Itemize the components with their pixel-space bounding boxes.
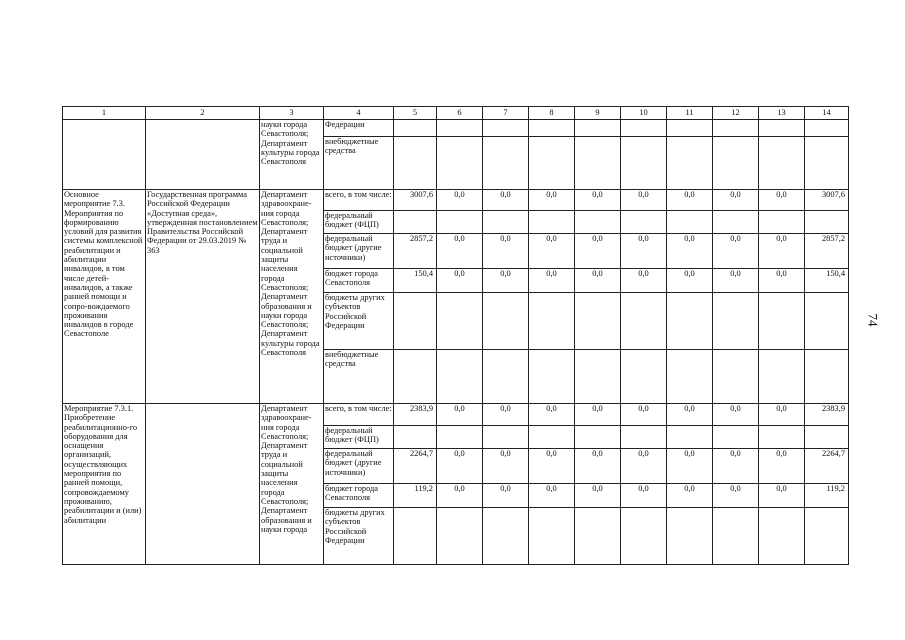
value-cell (437, 350, 483, 404)
value-cell: 0,0 (713, 484, 759, 508)
value-cell (759, 120, 805, 137)
name-cell (63, 120, 146, 190)
executor-cell: Департамент здравоохране-ния города Севастополя; Департамент труда и социальной защиты населения города Севастополя; Департамент образования и науки города Севастополя; Департамент культуры города Севастополя (260, 190, 324, 404)
value-cell (667, 426, 713, 449)
value-cell: 0,0 (759, 404, 805, 426)
value-cell: 0,0 (759, 269, 805, 293)
value-cell: 0,0 (483, 269, 529, 293)
value-cell: 0,0 (529, 269, 575, 293)
value-cell (529, 120, 575, 137)
value-cell: 0,0 (713, 449, 759, 484)
value-cell: 2383,9 (805, 404, 849, 426)
funding-source-cell: бюджет города Севастополя (324, 269, 394, 293)
value-cell (529, 426, 575, 449)
column-header: 5 (394, 107, 437, 120)
column-header: 10 (621, 107, 667, 120)
value-cell (805, 137, 849, 190)
table-row (63, 190, 849, 211)
value-cell (575, 426, 621, 449)
value-cell: 0,0 (483, 484, 529, 508)
executor-cell: Департамент здравоохране-ния города Севастополя; Департамент труда и социальной защиты населения города Севастополя; Департамент образования и науки города (260, 404, 324, 565)
value-cell (759, 293, 805, 350)
value-cell (483, 426, 529, 449)
value-cell: 0,0 (437, 449, 483, 484)
column-header: 6 (437, 107, 483, 120)
value-cell (394, 120, 437, 137)
value-cell (483, 350, 529, 404)
value-cell (713, 350, 759, 404)
value-cell (621, 293, 667, 350)
column-header: 11 (667, 107, 713, 120)
value-cell (759, 137, 805, 190)
value-cell (621, 508, 667, 565)
value-cell (437, 120, 483, 137)
value-cell: 0,0 (437, 234, 483, 269)
funding-source-cell: Федерации (324, 120, 394, 137)
value-cell (483, 120, 529, 137)
value-cell (667, 120, 713, 137)
value-cell: 0,0 (483, 404, 529, 426)
table-row (63, 120, 849, 137)
value-cell (805, 293, 849, 350)
funding-source-cell: федеральный бюджет (ФЦП) (324, 426, 394, 449)
value-cell: 0,0 (621, 190, 667, 211)
value-cell: 0,0 (713, 190, 759, 211)
value-cell (483, 137, 529, 190)
column-header: 4 (324, 107, 394, 120)
value-cell: 0,0 (575, 269, 621, 293)
value-cell (713, 120, 759, 137)
value-cell (667, 211, 713, 234)
value-cell (437, 293, 483, 350)
value-cell (621, 120, 667, 137)
funding-source-cell: бюджет города Севастополя (324, 484, 394, 508)
value-cell (575, 508, 621, 565)
value-cell (437, 426, 483, 449)
value-cell (529, 508, 575, 565)
budget-table (62, 106, 849, 565)
value-cell: 2264,7 (394, 449, 437, 484)
value-cell: 0,0 (529, 484, 575, 508)
table-row (63, 404, 849, 426)
value-cell (759, 508, 805, 565)
funding-source-cell: внебюджетные средства (324, 350, 394, 404)
value-cell (437, 137, 483, 190)
value-cell (394, 137, 437, 190)
value-cell (575, 211, 621, 234)
value-cell (805, 120, 849, 137)
value-cell (759, 211, 805, 234)
activity-name-cell: Основное мероприятие 7.3. Мероприятия по формированию условий для развития системы комплексной реабилитации и абилитации инвалидов, в том числе детей-инвалидов, а также ранней помощи и сопро-вождаемого проживания инвалидов в городе Севастополе (63, 190, 146, 404)
value-cell (759, 350, 805, 404)
value-cell: 0,0 (713, 234, 759, 269)
value-cell (667, 508, 713, 565)
value-cell: 0,0 (529, 234, 575, 269)
value-cell: 0,0 (529, 190, 575, 211)
value-cell: 0,0 (483, 234, 529, 269)
value-cell: 0,0 (621, 404, 667, 426)
value-cell: 0,0 (759, 234, 805, 269)
executor-cell: науки города Севастополя; Департамент культуры города Севастополя (260, 120, 324, 190)
value-cell (529, 350, 575, 404)
value-cell (805, 426, 849, 449)
value-cell: 2264,7 (805, 449, 849, 484)
funding-source-cell: федеральный бюджет (ФЦП) (324, 211, 394, 234)
program-cell (146, 120, 260, 190)
value-cell (394, 508, 437, 565)
value-cell (575, 293, 621, 350)
column-header: 2 (146, 107, 260, 120)
value-cell (621, 350, 667, 404)
funding-source-cell: всего, в том числе: (324, 404, 394, 426)
value-cell: 0,0 (575, 234, 621, 269)
value-cell (713, 293, 759, 350)
value-cell: 150,4 (394, 269, 437, 293)
value-cell: 119,2 (805, 484, 849, 508)
value-cell (667, 350, 713, 404)
value-cell: 0,0 (483, 190, 529, 211)
value-cell (529, 137, 575, 190)
value-cell (621, 211, 667, 234)
value-cell: 119,2 (394, 484, 437, 508)
program-cell (146, 404, 260, 565)
value-cell: 0,0 (575, 449, 621, 484)
program-cell: Государственная программа Российской Федерации «Доступная среда», утвержденная постановлением Правительства Российской Федерации от 29.03.2019 № 363 (146, 190, 260, 404)
value-cell: 0,0 (437, 269, 483, 293)
column-header: 7 (483, 107, 529, 120)
value-cell (667, 293, 713, 350)
value-cell: 0,0 (575, 190, 621, 211)
value-cell: 0,0 (437, 404, 483, 426)
value-cell (394, 426, 437, 449)
value-cell: 2857,2 (805, 234, 849, 269)
column-header: 1 (63, 107, 146, 120)
value-cell (621, 137, 667, 190)
column-header: 3 (260, 107, 324, 120)
funding-source-cell: внебюджетные средства (324, 137, 394, 190)
value-cell: 0,0 (575, 404, 621, 426)
value-cell: 0,0 (759, 484, 805, 508)
value-cell: 0,0 (529, 404, 575, 426)
value-cell: 0,0 (713, 269, 759, 293)
value-cell (394, 293, 437, 350)
value-cell (713, 426, 759, 449)
value-cell (575, 120, 621, 137)
funding-source-cell: всего, в том числе: (324, 190, 394, 211)
value-cell (575, 137, 621, 190)
value-cell (713, 211, 759, 234)
value-cell: 2857,2 (394, 234, 437, 269)
value-cell (713, 508, 759, 565)
funding-source-cell: федеральный бюджет (другие источники) (324, 449, 394, 484)
value-cell: 3007,6 (805, 190, 849, 211)
value-cell (437, 211, 483, 234)
value-cell: 0,0 (575, 484, 621, 508)
value-cell (575, 350, 621, 404)
value-cell (394, 350, 437, 404)
column-header: 8 (529, 107, 575, 120)
value-cell (805, 211, 849, 234)
value-cell (483, 508, 529, 565)
value-cell: 2383,9 (394, 404, 437, 426)
value-cell: 0,0 (759, 449, 805, 484)
value-cell (529, 211, 575, 234)
value-cell (805, 508, 849, 565)
value-cell: 0,0 (667, 234, 713, 269)
value-cell: 0,0 (713, 404, 759, 426)
value-cell (394, 211, 437, 234)
value-cell: 0,0 (437, 190, 483, 211)
value-cell (713, 137, 759, 190)
value-cell: 0,0 (621, 449, 667, 484)
value-cell: 0,0 (759, 190, 805, 211)
column-header: 12 (713, 107, 759, 120)
value-cell (483, 211, 529, 234)
value-cell (805, 350, 849, 404)
value-cell: 0,0 (667, 190, 713, 211)
value-cell: 0,0 (529, 449, 575, 484)
value-cell (759, 426, 805, 449)
column-header: 14 (805, 107, 849, 120)
value-cell (483, 293, 529, 350)
value-cell: 0,0 (667, 269, 713, 293)
value-cell: 0,0 (483, 449, 529, 484)
value-cell (437, 508, 483, 565)
value-cell: 0,0 (621, 269, 667, 293)
value-cell: 0,0 (621, 484, 667, 508)
value-cell: 0,0 (621, 234, 667, 269)
value-cell: 0,0 (667, 484, 713, 508)
value-cell: 150,4 (805, 269, 849, 293)
activity-name-cell: Мероприятие 7.3.1. Приобретение реабилитационно-го оборудования для оснащения организаций, осуществляющих мероприятия по ранней помощи, сопровождаемому проживанию, реабилитации и (или) абилитации (63, 404, 146, 565)
column-header: 9 (575, 107, 621, 120)
value-cell (621, 426, 667, 449)
funding-source-cell: бюджеты других субъектов Российской Федерации (324, 508, 394, 565)
header-row (63, 107, 849, 120)
page-number: 74 (865, 313, 881, 327)
value-cell: 3007,6 (394, 190, 437, 211)
value-cell (529, 293, 575, 350)
value-cell: 0,0 (437, 484, 483, 508)
funding-source-cell: бюджеты других субъектов Российской Федерации (324, 293, 394, 350)
value-cell: 0,0 (667, 404, 713, 426)
value-cell: 0,0 (667, 449, 713, 484)
column-header: 13 (759, 107, 805, 120)
funding-source-cell: федеральный бюджет (другие источники) (324, 234, 394, 269)
value-cell (667, 137, 713, 190)
